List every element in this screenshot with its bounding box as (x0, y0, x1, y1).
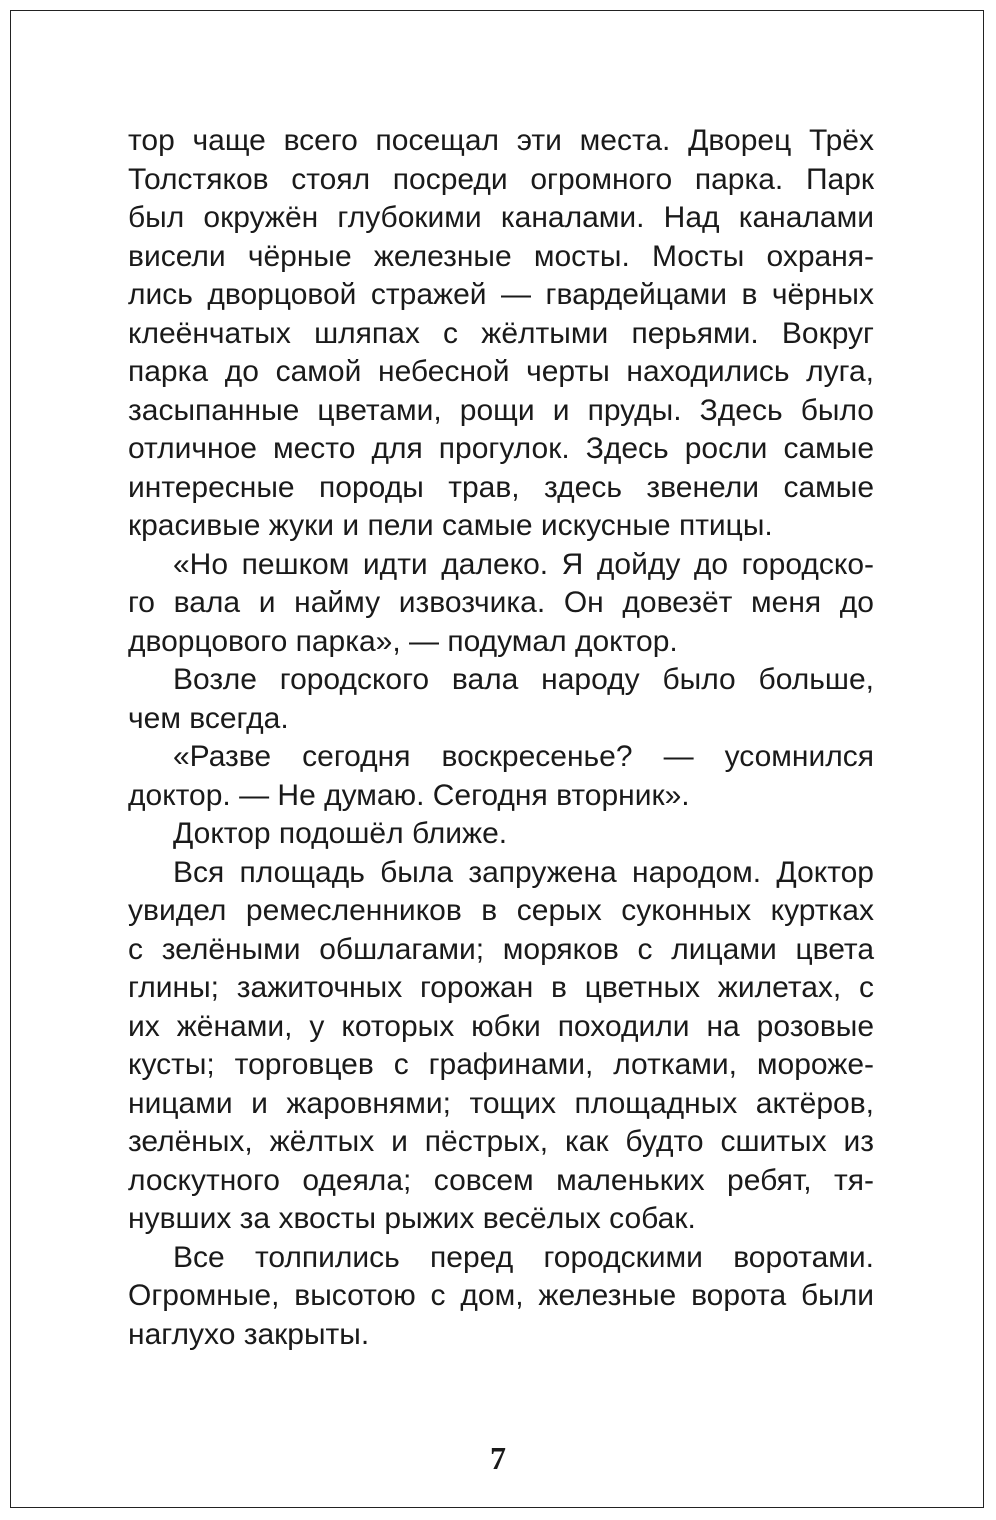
text-line: ницами и жаровнями; тощих площадных актёров, (128, 1086, 874, 1120)
text-line: лоскутного одеяла; совсем маленьких ребят, тя- (128, 1163, 874, 1197)
text-line: «Разве сегодня воскресенье? — усомнился (173, 740, 874, 773)
text-line: зелёных, жёлтых и пёстрых, как будто сшитых из (128, 1125, 874, 1158)
text-line: парка до самой небесной черты находились луга, (128, 355, 874, 388)
text-line: висели чёрные железные мосты. Мосты охраня- (128, 239, 874, 273)
text-line: го вала и найму извозчика. Он довезёт меня до (128, 586, 874, 619)
text-line: дворцового парка», — подумал доктор. (128, 624, 678, 658)
text-line: чем всегда. (128, 701, 289, 735)
text-line: кусты; торговцев с графинами, лотками, мороже- (128, 1048, 874, 1081)
text-line: Доктор подошёл ближе. (173, 817, 508, 850)
text-line: Толстяков стоял посреди огромного парка. Парк (128, 162, 874, 196)
text-line: Возле городского вала народу было больше, (173, 663, 874, 696)
text-line: увидел ремесленников в серых суконных куртках (128, 894, 874, 927)
text-line: Огромные, высотою с дом, железные ворота были (128, 1279, 874, 1312)
text-line: глины; зажиточных горожан в цветных жилетах, с (128, 971, 874, 1004)
text-line: красивые жуки и пели самые искусные птицы. (128, 509, 773, 542)
text-line: Все толпились перед городскими воротами. (173, 1240, 874, 1274)
text-line: их жёнами, у которых юбки походили на розовые (128, 1009, 874, 1043)
text-line: Вся площадь была запружена народом. Доктор (173, 855, 874, 889)
text-line: засыпанные цветами, рощи и пруды. Здесь было (128, 393, 874, 427)
page-number: 7 (490, 1440, 506, 1476)
text-line: отличное место для прогулок. Здесь росли самые (128, 432, 874, 465)
text-line: клеёнчатых шляпах с жёлтыми перьями. Вокруг (128, 316, 874, 350)
text-line: лись дворцовой стражей — гвардейцами в чёрных (128, 278, 874, 311)
text-line: доктор. — Не думаю. Сегодня вторник». (128, 778, 690, 812)
text-line: интересные породы трав, здесь звенели самые (128, 470, 874, 504)
body-text (128, 122, 874, 1354)
text-line: нувших за хвосты рыжих весёлых собак. (128, 1202, 696, 1235)
text-line: был окружён глубокими каналами. Над каналами (128, 201, 874, 234)
text-line: наглухо закрыты. (128, 1317, 370, 1351)
text-line: тор чаще всего посещал эти места. Дворец Трёх (128, 124, 874, 157)
text-line: с зелёными обшлагами; моряков с лицами цвета (128, 932, 874, 966)
text-line: «Но пешком идти далеко. Я дойду до городско- (173, 547, 874, 581)
